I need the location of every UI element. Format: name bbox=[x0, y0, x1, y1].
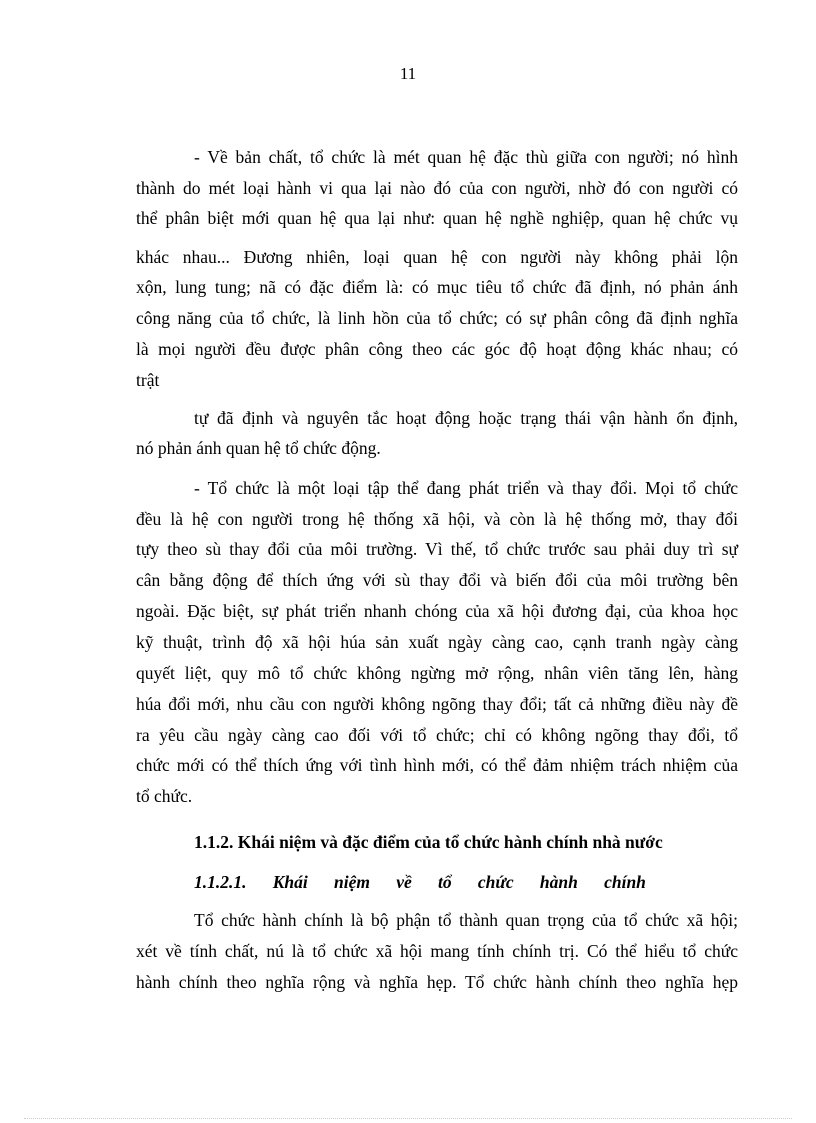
paragraph-line: xét về tính chất, nú là tổ chức xã hội mang tính chính trị. Có thể hiểu tổ chức bbox=[136, 941, 738, 961]
paragraph-line: - Về bản chất, tổ chức là mét quan hệ đặc thù giữa con người; nó hình bbox=[194, 147, 738, 167]
paragraph-line: tổ chức. bbox=[136, 786, 193, 806]
paragraph-line: quyết liệt, quy mô tổ chức không ngừng mở rộng, nhân viên tăng lên, hàng bbox=[136, 663, 738, 683]
paragraph-line: thể phân biệt mới quan hệ qua lại như: quan hệ nghề nghiệp, quan hệ chức vụ bbox=[136, 208, 738, 228]
paragraph-line: húa đổi mới, nhu cầu con người không ngõng thay đổi; tất cả những điều này đề bbox=[136, 694, 738, 714]
page-bottom-divider bbox=[24, 1118, 792, 1119]
paragraph-line: Tổ chức hành chính là bộ phận tổ thành quan trọng của tổ chức xã hội; bbox=[194, 910, 738, 930]
paragraph-line: thành do mét loại hành vi qua lại nào đó của con người, nhờ đó con người có bbox=[136, 178, 738, 198]
section-heading: 1.1.2. Khái niệm và đặc điểm của tổ chức hành chính nhà nước bbox=[194, 832, 663, 852]
paragraph-line: tự đã định và nguyên tắc hoạt động hoặc trạng thái vận hành ổn định, bbox=[194, 408, 738, 428]
paragraph-line: đều là hệ con người trong hệ thống xã hội, và còn là hệ thống mở, thay đổi bbox=[136, 509, 738, 529]
paragraph-line: khác nhau... Đương nhiên, loại quan hệ con người này không phải lộn bbox=[136, 247, 738, 267]
subsection-heading: 1.1.2.1. Khái niệm về tổ chức hành chính bbox=[194, 872, 646, 892]
paragraph-line: công năng của tổ chức, là linh hồn của tổ chức; có sự phân công đã định nghĩa bbox=[136, 308, 738, 328]
paragraph-line: ngoài. Đặc biệt, sự phát triển nhanh chóng của xã hội đương đại, của khoa học bbox=[136, 601, 738, 621]
paragraph-line: là mọi người đều được phân công theo các góc độ hoạt động khác nhau; có bbox=[136, 339, 738, 359]
paragraph-line: nó phản ánh quan hệ tổ chức động. bbox=[136, 438, 381, 458]
paragraph-line: trật bbox=[136, 370, 160, 390]
page-number: 11 bbox=[399, 64, 417, 83]
paragraph-line: ra yêu cầu ngày càng cao đối với tổ chức; chỉ có không ngõng thay đổi, tổ bbox=[136, 725, 738, 745]
paragraph-line: tựy theo sù thay đổi của môi trường. Vì thế, tổ chức trước sau phải duy trì sự bbox=[136, 539, 738, 559]
paragraph-line: - Tổ chức là một loại tập thể đang phát triển và thay đổi. Mọi tổ chức bbox=[194, 478, 738, 498]
paragraph-line: xộn, lung tung; nã có đặc điểm là: có mục tiêu tổ chức đã định, nó phản ánh bbox=[136, 277, 738, 297]
paragraph-line: chức mới có thể thích ứng với tình hình mới, có thể đảm nhiệm trách nhiệm của bbox=[136, 755, 738, 775]
paragraph-line: kỹ thuật, trình độ xã hội húa sản xuất ngày càng cao, cạnh tranh ngày càng bbox=[136, 632, 738, 652]
paragraph-line: cân bằng động để thích ứng với sù thay đổi và biến đổi của môi trường bên bbox=[136, 570, 738, 590]
paragraph-line: hành chính theo nghĩa rộng và nghĩa hẹp. Tổ chức hành chính theo nghĩa hẹp bbox=[136, 972, 738, 992]
